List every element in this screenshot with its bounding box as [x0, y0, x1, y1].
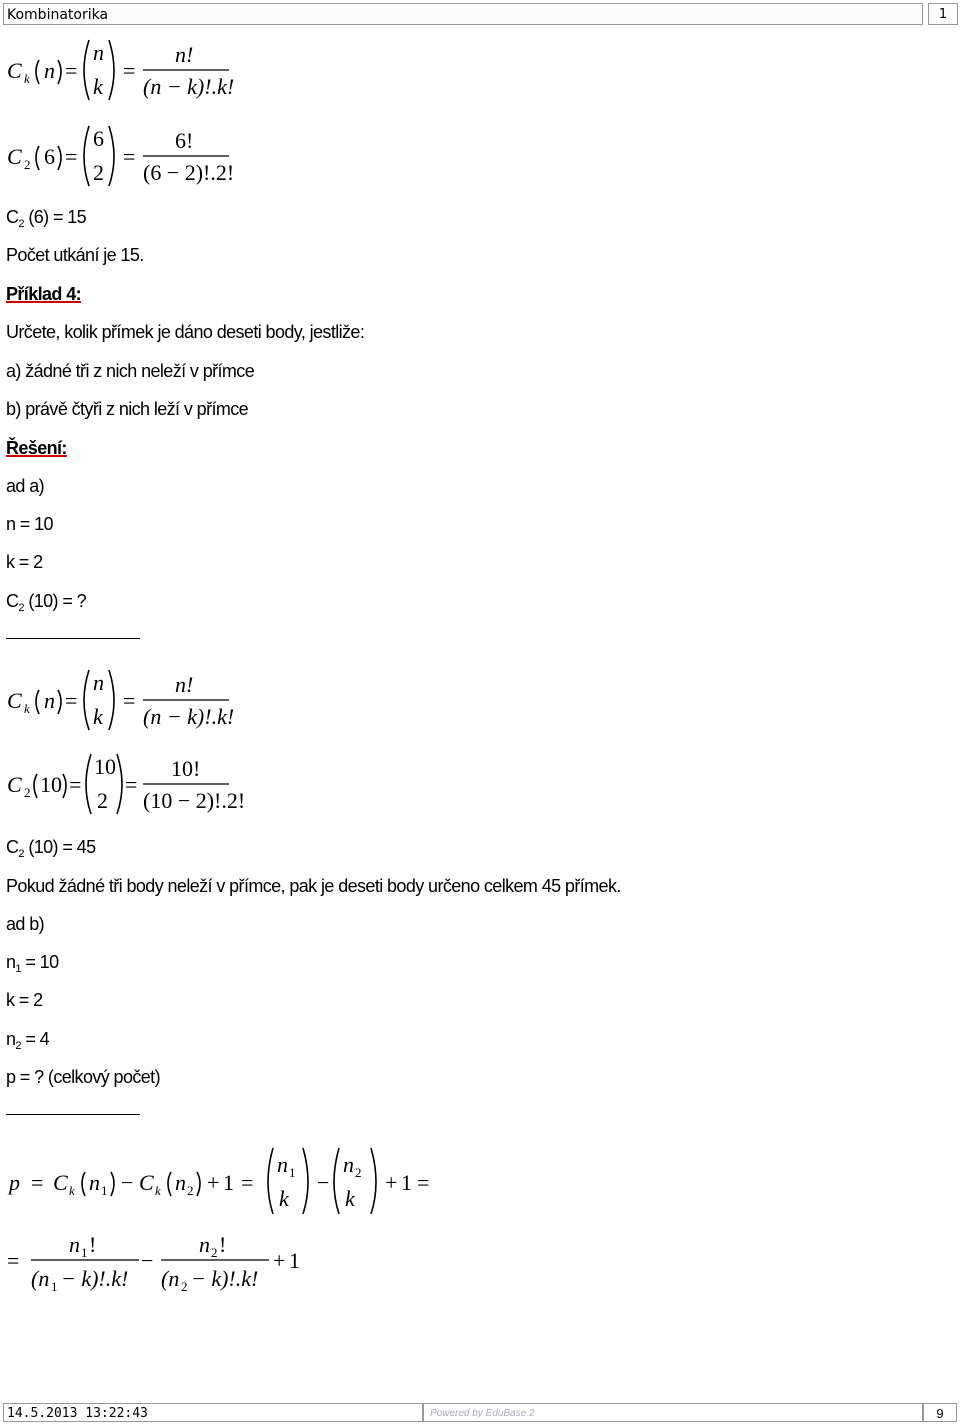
svg-text:=: =	[65, 58, 78, 83]
svg-text:n: n	[93, 40, 104, 65]
svg-text:=: =	[123, 58, 136, 83]
separator-line-2	[6, 1114, 140, 1115]
page-header	[3, 3, 955, 27]
solution-heading: Řešení:	[6, 438, 67, 458]
example-heading: Příklad 4:	[6, 284, 82, 304]
result-sentence: Počet utkání je 15.	[6, 245, 144, 265]
svg-text:1: 1	[223, 1170, 234, 1195]
given-n: n = 10	[6, 514, 53, 534]
svg-text:(10 − 2)!.2!: (10 − 2)!.2!	[143, 788, 245, 813]
svg-text:=: =	[7, 1248, 20, 1273]
svg-text:10: 10	[40, 772, 62, 797]
svg-text:2: 2	[24, 157, 31, 172]
svg-text:2: 2	[181, 1279, 188, 1294]
formula-p-line2	[5, 1226, 325, 1306]
svg-text:2: 2	[97, 788, 108, 813]
svg-text:=: =	[125, 772, 138, 797]
svg-text:n: n	[199, 1232, 210, 1257]
svg-text:1: 1	[401, 1170, 412, 1195]
svg-text:6: 6	[93, 126, 104, 151]
svg-text:n: n	[343, 1152, 354, 1177]
svg-text:k: k	[24, 71, 30, 86]
svg-text:2: 2	[93, 160, 104, 185]
svg-text:C: C	[7, 772, 22, 797]
footer-date: 14.5.2013 13:22:43	[3, 1403, 423, 1422]
formula-p-line1	[5, 1140, 445, 1220]
task-b: b) právě čtyři z nich leží v přímce	[6, 399, 249, 419]
task-text: Určete, kolik přímek je dáno deseti body, jestliže:	[6, 322, 365, 342]
header-title: Kombinatorika	[3, 3, 923, 25]
footer-powered: Powered by EduBase 2	[423, 1403, 923, 1422]
svg-text:6!: 6!	[175, 128, 194, 153]
svg-text:k: k	[93, 704, 103, 729]
svg-text:− k)!.k!: − k)!.k!	[61, 1266, 129, 1291]
formula-c2-6	[5, 122, 245, 192]
header-page-box: 1	[928, 3, 958, 25]
svg-text:=: =	[69, 772, 82, 797]
svg-text:k: k	[155, 1183, 161, 1198]
svg-text:2: 2	[24, 785, 31, 800]
result-c2-6: $C_2$ (6) = 15	[6, 207, 87, 230]
svg-text:n: n	[175, 1170, 186, 1195]
svg-text:=: =	[241, 1170, 254, 1195]
svg-text:−: −	[141, 1248, 154, 1273]
svg-text:!: !	[89, 1232, 97, 1257]
svg-text:n!: n!	[175, 42, 194, 67]
svg-text:=: =	[123, 144, 136, 169]
unknown-c2-10: $C_2$ (10) = ?	[6, 591, 87, 614]
svg-text:2: 2	[187, 1183, 194, 1198]
given-k-b: k = 2	[6, 990, 43, 1010]
svg-text:n: n	[89, 1170, 100, 1195]
svg-text:!: !	[219, 1232, 227, 1257]
svg-text:=: =	[123, 688, 136, 713]
svg-text:− k)!.k!: − k)!.k!	[191, 1266, 259, 1291]
result-c2-10: $C_2$ (10) = 45	[6, 837, 96, 860]
svg-text:10: 10	[94, 754, 116, 779]
svg-text:1: 1	[289, 1248, 300, 1273]
svg-text:10!: 10!	[171, 756, 201, 781]
formula-ck-n-2	[5, 666, 245, 736]
given-k: k = 2	[6, 552, 43, 572]
svg-text:2: 2	[211, 1245, 218, 1260]
conclusion-a: Pokud žádné tři body neleží v přímce, pak je deseti body určeno celkem 45 přímek.	[6, 876, 621, 896]
svg-text:1: 1	[51, 1279, 58, 1294]
svg-text:n: n	[277, 1152, 288, 1177]
svg-text:=: =	[65, 688, 78, 713]
svg-text:+: +	[273, 1248, 286, 1273]
svg-text:C: C	[7, 58, 22, 83]
svg-text:(n − k)!.k!: (n − k)!.k!	[143, 74, 235, 99]
svg-text:1: 1	[289, 1165, 296, 1180]
svg-text:+: +	[385, 1170, 398, 1195]
ad-a: ad a)	[6, 476, 45, 496]
formula-ck-n	[5, 36, 245, 106]
given-n1: $n_1 = 10$	[6, 952, 59, 975]
svg-text:=: =	[31, 1170, 44, 1195]
separator-line	[6, 638, 140, 639]
svg-text:6: 6	[44, 144, 55, 169]
svg-text:1: 1	[101, 1183, 108, 1198]
svg-text:n: n	[69, 1232, 80, 1257]
footer-page-number: 9	[923, 1403, 957, 1422]
svg-text:n: n	[44, 58, 55, 83]
unknown-p: p = ? (celkový počet)	[6, 1067, 160, 1087]
svg-text:(6 − 2)!.2!: (6 − 2)!.2!	[143, 160, 235, 185]
page-footer	[3, 1403, 957, 1422]
svg-text:k: k	[69, 1183, 75, 1198]
svg-text:p: p	[9, 1170, 20, 1195]
svg-text:C: C	[7, 144, 22, 169]
svg-text:=: =	[65, 144, 78, 169]
svg-text:C: C	[7, 688, 22, 713]
svg-text:k: k	[279, 1186, 289, 1211]
svg-text:n: n	[44, 688, 55, 713]
svg-text:n!: n!	[175, 672, 194, 697]
svg-text:(n: (n	[161, 1266, 180, 1291]
svg-text:k: k	[93, 74, 103, 99]
svg-text:C: C	[139, 1170, 154, 1195]
svg-text:−: −	[121, 1170, 134, 1195]
svg-text:=: =	[417, 1170, 430, 1195]
svg-text:(n − k)!.k!: (n − k)!.k!	[143, 704, 235, 729]
svg-text:k: k	[345, 1186, 355, 1211]
svg-text:+: +	[207, 1170, 220, 1195]
svg-text:k: k	[24, 701, 30, 716]
svg-text:n: n	[93, 670, 104, 695]
ad-b: ad b)	[6, 914, 45, 934]
task-a: a) žádné tři z nich neleží v přímce	[6, 361, 255, 381]
formula-c2-10	[5, 750, 245, 820]
svg-text:−: −	[317, 1170, 330, 1195]
svg-text:(n: (n	[31, 1266, 50, 1291]
svg-text:1: 1	[81, 1245, 88, 1260]
svg-text:C: C	[53, 1170, 68, 1195]
given-n2: $n_2 = 4$	[6, 1029, 50, 1052]
svg-text:2: 2	[355, 1165, 362, 1180]
